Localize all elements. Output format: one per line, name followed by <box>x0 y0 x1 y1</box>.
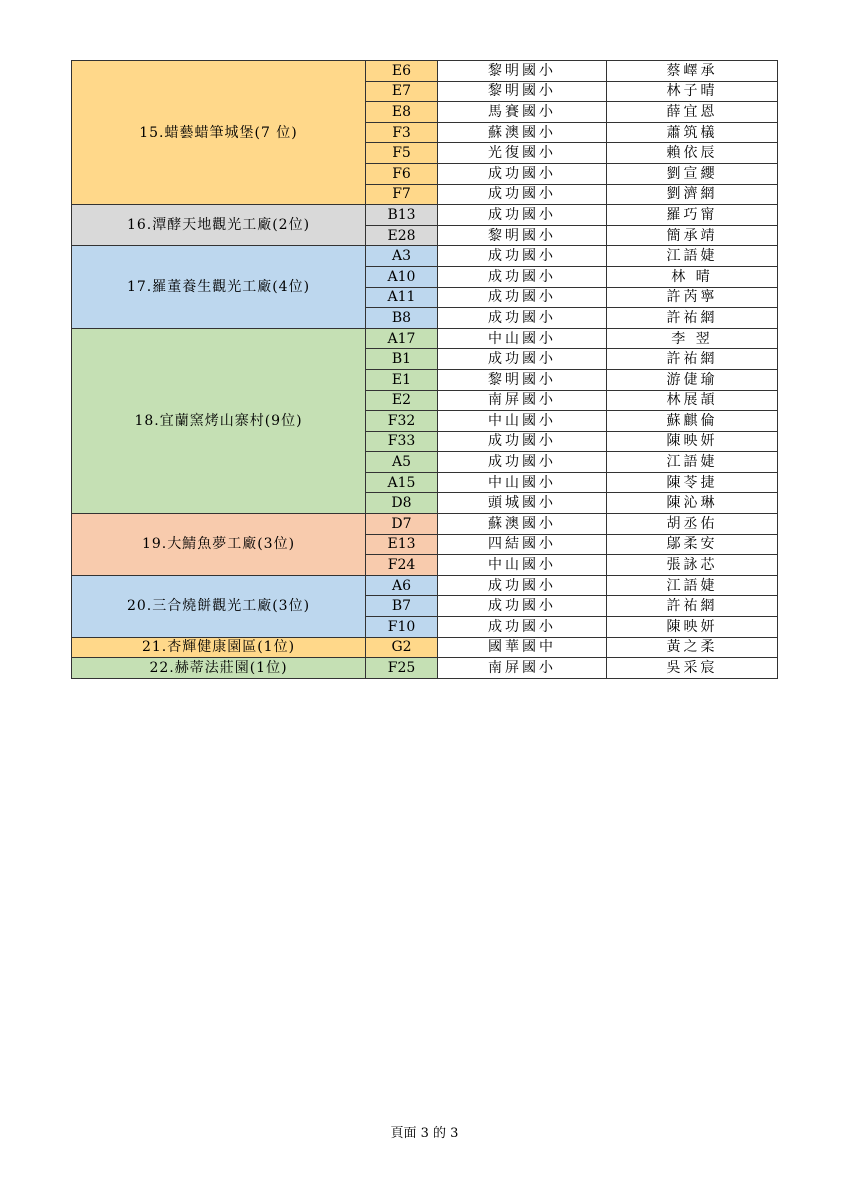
school-cell: 成功國小 <box>438 287 607 308</box>
code-cell: B7 <box>366 596 438 617</box>
school-cell: 黎明國小 <box>438 81 607 102</box>
code-cell: A5 <box>366 452 438 473</box>
student-name-cell: 張詠芯 <box>607 555 778 576</box>
student-name-cell: 陳苓捷 <box>607 472 778 493</box>
school-cell: 中山國小 <box>438 555 607 576</box>
student-name-cell: 黃之柔 <box>607 637 778 658</box>
code-cell: A3 <box>366 246 438 267</box>
code-cell: A15 <box>366 472 438 493</box>
student-name-cell: 林 晴 <box>607 266 778 287</box>
school-cell: 成功國小 <box>438 452 607 473</box>
code-cell: E6 <box>366 61 438 82</box>
school-cell: 馬賽國小 <box>438 102 607 123</box>
school-cell: 中山國小 <box>438 472 607 493</box>
school-cell: 成功國小 <box>438 575 607 596</box>
code-cell: E8 <box>366 102 438 123</box>
school-cell: 頭城國小 <box>438 493 607 514</box>
table-row <box>72 61 778 82</box>
school-cell: 成功國小 <box>438 308 607 329</box>
group-name-cell: 20.三合燒餅觀光工廠(3位) <box>72 575 366 637</box>
code-cell: G2 <box>366 637 438 658</box>
school-cell: 南屏國小 <box>438 658 607 679</box>
student-name-cell: 蘇麒倫 <box>607 411 778 432</box>
student-name-cell: 許芮寧 <box>607 287 778 308</box>
code-cell: D8 <box>366 493 438 514</box>
table-row <box>72 514 778 535</box>
student-name-cell: 陳映妍 <box>607 431 778 452</box>
student-name-cell: 賴依辰 <box>607 143 778 164</box>
student-name-cell: 劉濟網 <box>607 184 778 205</box>
student-name-cell: 江語婕 <box>607 246 778 267</box>
code-cell: F5 <box>366 143 438 164</box>
code-cell: F24 <box>366 555 438 576</box>
student-name-cell: 游倢瑜 <box>607 369 778 390</box>
student-name-cell: 陳映妍 <box>607 617 778 638</box>
student-name-cell: 簡承靖 <box>607 225 778 246</box>
code-cell: F33 <box>366 431 438 452</box>
school-cell: 中山國小 <box>438 411 607 432</box>
table-row <box>72 658 778 679</box>
student-name-cell: 江語婕 <box>607 452 778 473</box>
student-name-cell: 蔡嶧承 <box>607 61 778 82</box>
school-cell: 成功國小 <box>438 617 607 638</box>
group-name-cell: 16.潭酵天地觀光工廠(2位) <box>72 205 366 246</box>
student-name-cell: 許祐網 <box>607 349 778 370</box>
code-cell: A10 <box>366 266 438 287</box>
student-name-cell: 胡丞佑 <box>607 514 778 535</box>
table-row <box>72 205 778 226</box>
student-name-cell: 林展頡 <box>607 390 778 411</box>
code-cell: E13 <box>366 534 438 555</box>
school-cell: 蘇澳國小 <box>438 514 607 535</box>
school-cell: 成功國小 <box>438 431 607 452</box>
group-name-cell: 18.宜蘭窯烤山寨村(9位) <box>72 328 366 513</box>
code-cell: E1 <box>366 369 438 390</box>
school-cell: 成功國小 <box>438 184 607 205</box>
assignment-table <box>71 60 778 679</box>
school-cell: 成功國小 <box>438 349 607 370</box>
code-cell: D7 <box>366 514 438 535</box>
school-cell: 黎明國小 <box>438 369 607 390</box>
student-name-cell: 許祐網 <box>607 308 778 329</box>
student-name-cell: 鄔柔安 <box>607 534 778 555</box>
school-cell: 國華國中 <box>438 637 607 658</box>
school-cell: 四結國小 <box>438 534 607 555</box>
group-name-cell: 22.赫蒂法莊園(1位) <box>72 658 366 679</box>
code-cell: A11 <box>366 287 438 308</box>
school-cell: 成功國小 <box>438 246 607 267</box>
student-name-cell: 江語婕 <box>607 575 778 596</box>
school-cell: 成功國小 <box>438 163 607 184</box>
assignment-table-body <box>72 61 778 679</box>
school-cell: 成功國小 <box>438 266 607 287</box>
table-row <box>72 575 778 596</box>
school-cell: 中山國小 <box>438 328 607 349</box>
code-cell: B8 <box>366 308 438 329</box>
code-cell: F3 <box>366 122 438 143</box>
student-name-cell: 吳采宸 <box>607 658 778 679</box>
code-cell: F32 <box>366 411 438 432</box>
code-cell: F7 <box>366 184 438 205</box>
group-name-cell: 21.杏輝健康園區(1位) <box>72 637 366 658</box>
school-cell: 光復國小 <box>438 143 607 164</box>
student-name-cell: 蕭筑檥 <box>607 122 778 143</box>
code-cell: A17 <box>366 328 438 349</box>
code-cell: F6 <box>366 163 438 184</box>
code-cell: E7 <box>366 81 438 102</box>
table-row <box>72 637 778 658</box>
table-row <box>72 246 778 267</box>
group-name-cell: 17.羅董養生觀光工廠(4位) <box>72 246 366 328</box>
page-footer: 頁面 3 的 3 <box>390 1126 459 1141</box>
table-row <box>72 328 778 349</box>
code-cell: A6 <box>366 575 438 596</box>
school-cell: 成功國小 <box>438 205 607 226</box>
code-cell: B1 <box>366 349 438 370</box>
student-name-cell: 羅巧甯 <box>607 205 778 226</box>
school-cell: 蘇澳國小 <box>438 122 607 143</box>
school-cell: 成功國小 <box>438 596 607 617</box>
school-cell: 南屏國小 <box>438 390 607 411</box>
school-cell: 黎明國小 <box>438 61 607 82</box>
student-name-cell: 陳沁琳 <box>607 493 778 514</box>
student-name-cell: 薛宜恩 <box>607 102 778 123</box>
code-cell: E28 <box>366 225 438 246</box>
group-name-cell: 19.大鯖魚夢工廠(3位) <box>72 514 366 576</box>
student-name-cell: 李 翌 <box>607 328 778 349</box>
code-cell: F10 <box>366 617 438 638</box>
student-name-cell: 劉宣纓 <box>607 163 778 184</box>
group-name-cell: 15.蜡藝蜡筆城堡(7 位) <box>72 61 366 205</box>
student-name-cell: 林子晴 <box>607 81 778 102</box>
code-cell: B13 <box>366 205 438 226</box>
code-cell: F25 <box>366 658 438 679</box>
student-name-cell: 許祐網 <box>607 596 778 617</box>
code-cell: E2 <box>366 390 438 411</box>
school-cell: 黎明國小 <box>438 225 607 246</box>
